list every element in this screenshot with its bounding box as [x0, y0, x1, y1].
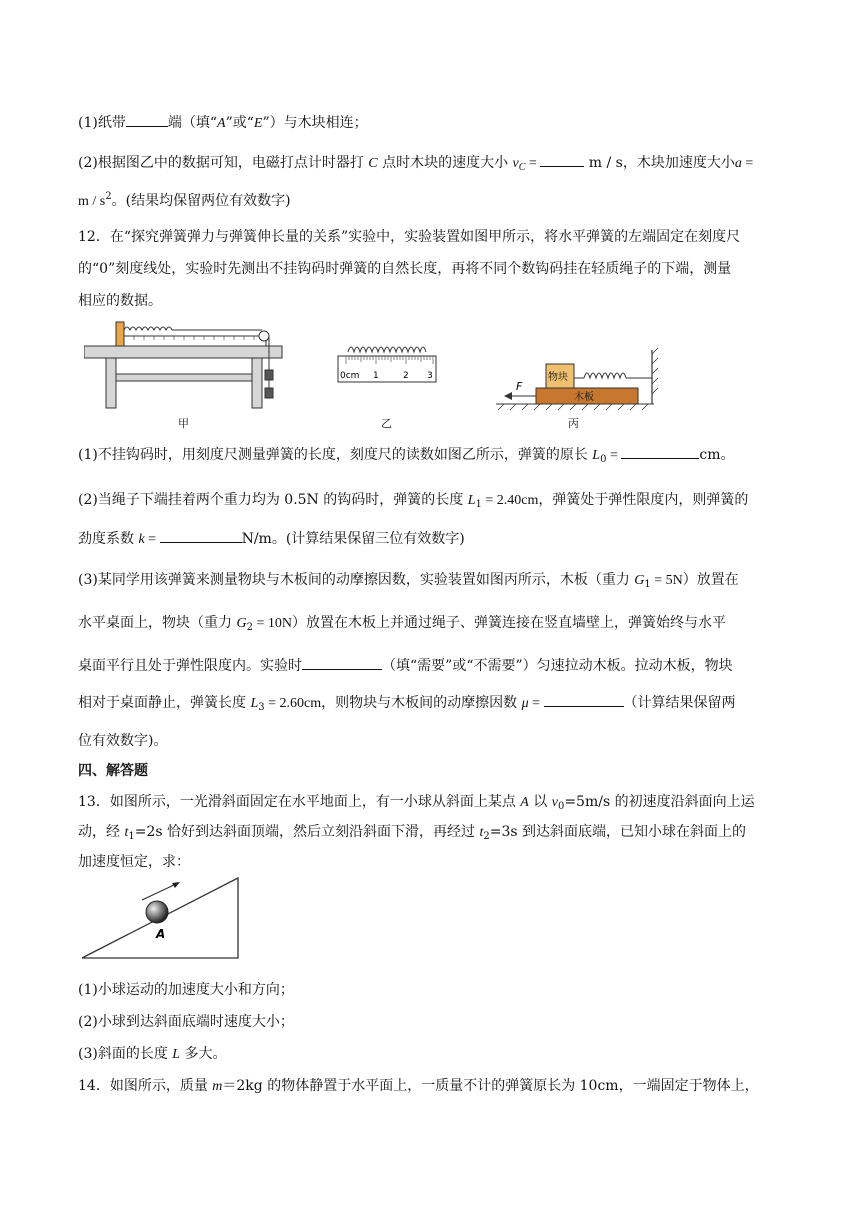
label-force-F: F	[516, 380, 523, 393]
q12-part2: (2)当绳子下端挂着两个重力均为 0.5N 的钩码时，弹簧的长度 $L_1 = 2.40cm$，弹簧处于弹性限度内，则弹簧的	[78, 492, 749, 510]
q12-part3-line2: 水平桌面上，物块（重力 $G_2 = 10N$）放置在木板上并通过绳子、弹簧连接在竖直墙壁上，弹簧始终与水平	[78, 615, 726, 633]
q12-blank-k[interactable]	[160, 528, 242, 543]
q13-part2: (2)小球到达斜面底端时速度大小；	[78, 1014, 294, 1030]
q11-blank-vc[interactable]	[540, 152, 584, 167]
q14-stem: 14．如图所示，质量 m＝2kg 的物体静置于水平面上，一质量不计的弹簧原长为 10cm，一端固定于物体上，	[78, 1078, 759, 1094]
label-board: 木板	[574, 392, 594, 403]
fig-label-yi: 乙	[381, 417, 392, 430]
q12-part3-line3: 桌面平行且处于弹性限度内。实验时 （填“需要”或“不需要”）匀速拉动木板。拉动木板，物块	[78, 655, 733, 676]
q11-part2: (2)根据图乙中的数据可知，电磁打点计时器打 C 点时木块的速度大小 $v_C = m / s$，木块加速度大小a =	[78, 152, 753, 178]
q13-part1: (1)小球运动的加速度大小和方向；	[78, 982, 294, 998]
q12-part3-line1: (3)某同学用该弹簧来测量物块与木板间的动摩擦因数，实验装置如图丙所示，木板（重力 $G_1 = 5N$）放置在	[78, 572, 739, 590]
ruler-tick-2: 2	[403, 371, 409, 381]
q11-part2-cont: m / $s^2$。(结果均保留两位有效数字)	[78, 191, 291, 209]
q11-blank-end[interactable]	[126, 112, 168, 127]
incline-figure	[80, 872, 250, 962]
q12-figure	[84, 318, 684, 428]
section-heading: 四、解答题	[78, 763, 148, 779]
q12-stem-2: 的“0”刻度线处，实验时先测出不挂钩码时弹簧的自然长度，再将不同个数钩码挂在轻质绳子的下端，测量	[78, 261, 732, 277]
figure-jia-apparatus	[84, 322, 282, 408]
q12-part3-line5: 位有效数字)。	[78, 733, 168, 749]
ruler-tick-0: 0cm	[340, 371, 360, 381]
q12-part1: (1)不挂钩码时，用刻度尺测量弹簧的长度，刻度尺的读数如图乙所示，弹簧的原长 $L_0$ = cm。	[78, 444, 734, 470]
q12-blank-L0[interactable]	[621, 444, 699, 459]
figure-bing-apparatus	[496, 348, 658, 410]
q12-stem-3: 相应的数据。	[78, 293, 162, 309]
q12-part2-cont: 劲度系数 k = N/m。(计算结果保留三位有效数字)	[78, 528, 465, 550]
ball	[146, 901, 168, 923]
ruler-tick-1: 1	[373, 371, 379, 381]
fig-label-jia: 甲	[178, 417, 189, 430]
ruler-tick-3: 3	[427, 371, 433, 381]
q11-part1: (1)纸带 端（填“A”或“E”）与木块相连；	[78, 112, 368, 134]
figure-yi-ruler	[338, 347, 436, 382]
q12-blank-need[interactable]	[302, 655, 382, 670]
velocity-arrow	[142, 884, 176, 900]
q13-part3: (3)斜面的长度 L 多大。	[78, 1046, 227, 1062]
q13-stem-1: 13．如图所示，一光滑斜面固定在水平地面上，有一小球从斜面上某点 A 以 $v_0=5m/s$ 的初速度沿斜面向上运	[78, 794, 755, 812]
q13-stem-2: 动，经 $t_1=2s$ 恰好到达斜面顶端，然后立刻沿斜面下滑，再经过 $t_2=3s$ 到达斜面底端，已知小球在斜面上的	[78, 824, 746, 842]
label-block: 物块	[548, 372, 568, 383]
q12-part3-line4: 相对于桌面静止，弹簧长度 $L_3 = 2.60cm$，则物块与木板间的动摩擦因数 μ = （计算结果保留两	[78, 692, 736, 718]
q12-stem-1: 12．在“探究弹簧弹力与弹簧伸长量的关系”实验中，实验装置如图甲所示，将水平弹簧的左端固定在刻度尺	[78, 229, 741, 245]
q13-stem-3: 加速度恒定，求：	[78, 854, 190, 870]
point-label-A: A	[156, 927, 166, 941]
q12-blank-mu[interactable]	[544, 692, 624, 707]
fig-label-bing: 丙	[568, 417, 579, 430]
